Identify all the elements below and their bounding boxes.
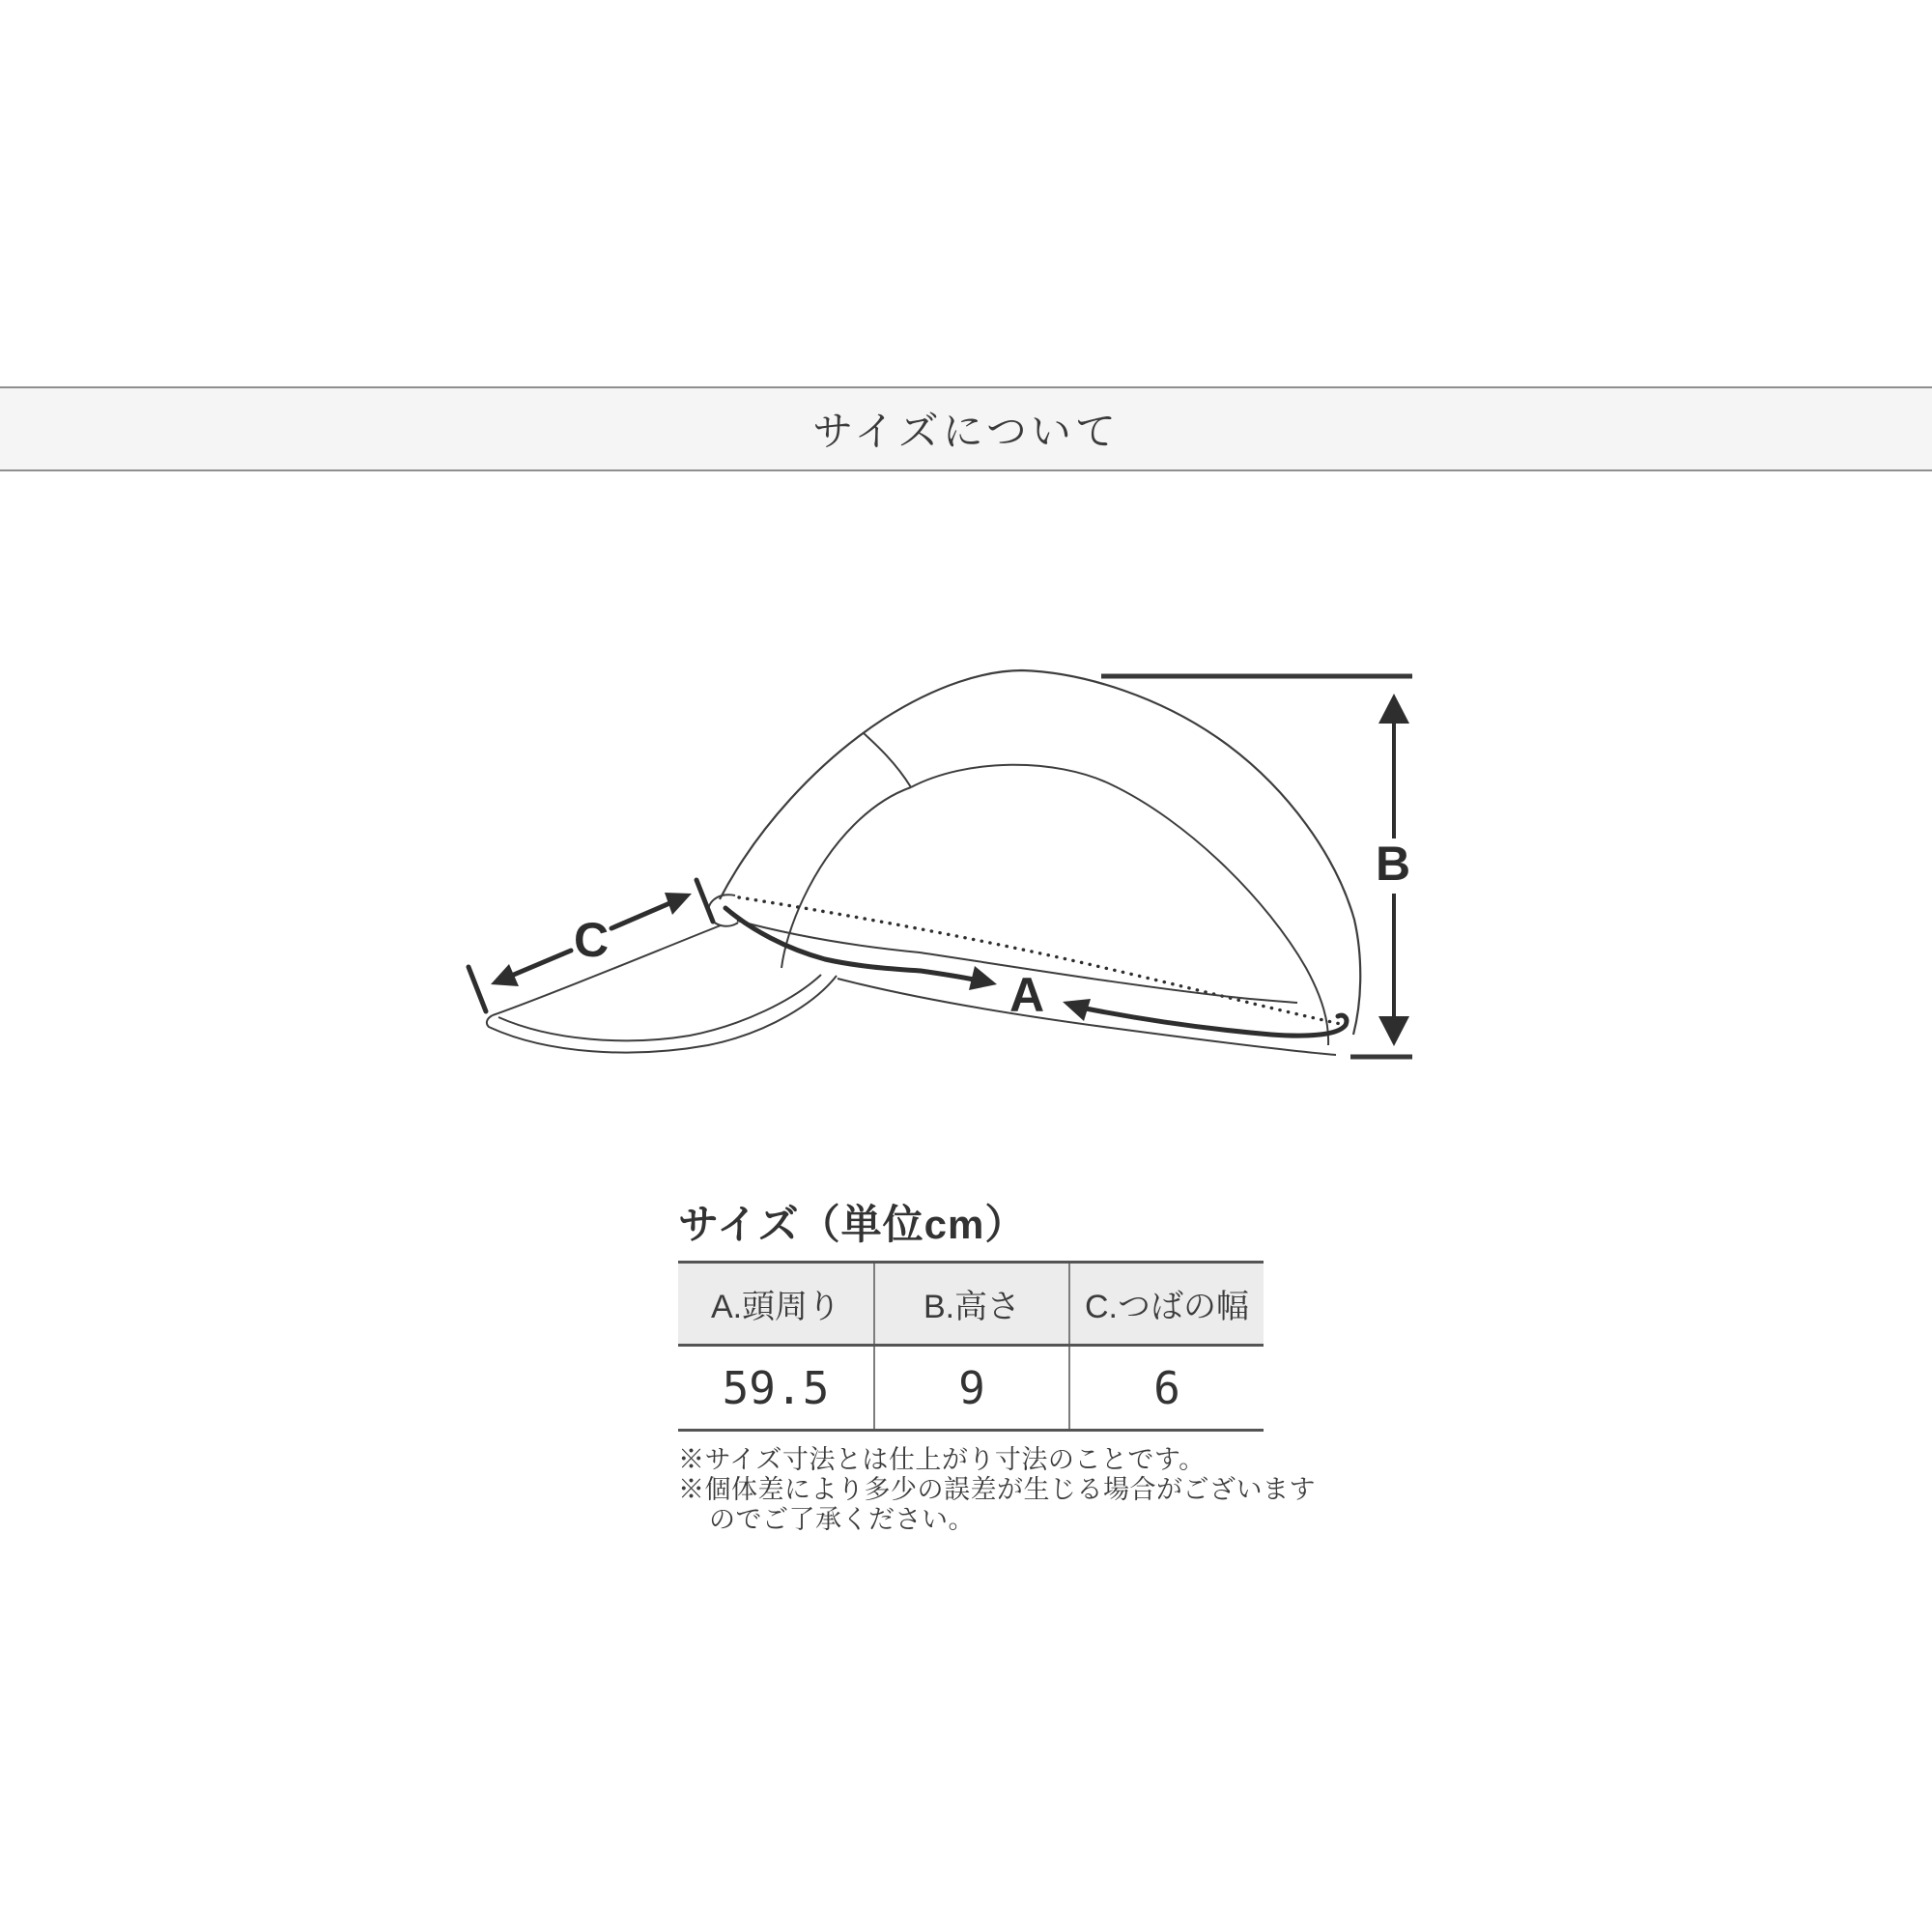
size-table [678, 1261, 1264, 1432]
cap-front-edge-line [781, 787, 911, 968]
brim-inner-bottom-edge [498, 975, 821, 1040]
c-upper-shaft [611, 901, 674, 928]
column-header-head-circumference: A.頭周り [710, 1289, 841, 1325]
note-line-1: ※サイズ寸法とは仕上がり寸法のことです。 [678, 1445, 1206, 1474]
dimension-a [725, 908, 1347, 1036]
cap-band-bottom-edge [838, 979, 1336, 1055]
c-arrow-upper-head-icon [665, 893, 692, 915]
column-header-height: B.高さ [873, 1264, 1068, 1344]
note-line-2: ※個体差により多少の誤差が生じる場合がございます [678, 1475, 1316, 1504]
c-lower-shaft [509, 951, 571, 977]
cap-front-seam-line [864, 733, 911, 787]
b-arrow-up-head-icon [1378, 694, 1409, 724]
size-table-header-row [678, 1261, 1264, 1347]
banner-title: サイズについて [812, 409, 1120, 454]
c-lower-end-tick [469, 967, 486, 1011]
a-arrow-right-shaft [1086, 1009, 1347, 1036]
size-notes [678, 1445, 1316, 1535]
label-a: A [1009, 968, 1045, 1022]
b-arrow-down-head-icon [1378, 1016, 1409, 1046]
a-arrow-right-head-icon [969, 966, 997, 990]
brim-outer-bottom-edge [487, 976, 837, 1053]
a-arrow-left-head-icon [1063, 999, 1091, 1021]
label-b: B [1375, 837, 1411, 891]
note-line-3: のでご了承ください。 [709, 1505, 975, 1534]
value-brim-width: 6 [1068, 1347, 1264, 1429]
size-table-value-row [678, 1347, 1264, 1432]
value-head-circumference: 59.5 [722, 1361, 830, 1414]
cap-drawing [487, 670, 1360, 1055]
value-height: 9 [873, 1347, 1068, 1429]
size-table-title: サイズ（単位cm） [678, 1202, 1027, 1247]
dimension-c [469, 880, 713, 1011]
label-c: C [573, 913, 610, 967]
c-upper-end-tick [696, 880, 713, 922]
column-header-brim-width: C.つばの幅 [1068, 1264, 1264, 1344]
cap-inner-panel-line [911, 765, 1328, 1045]
